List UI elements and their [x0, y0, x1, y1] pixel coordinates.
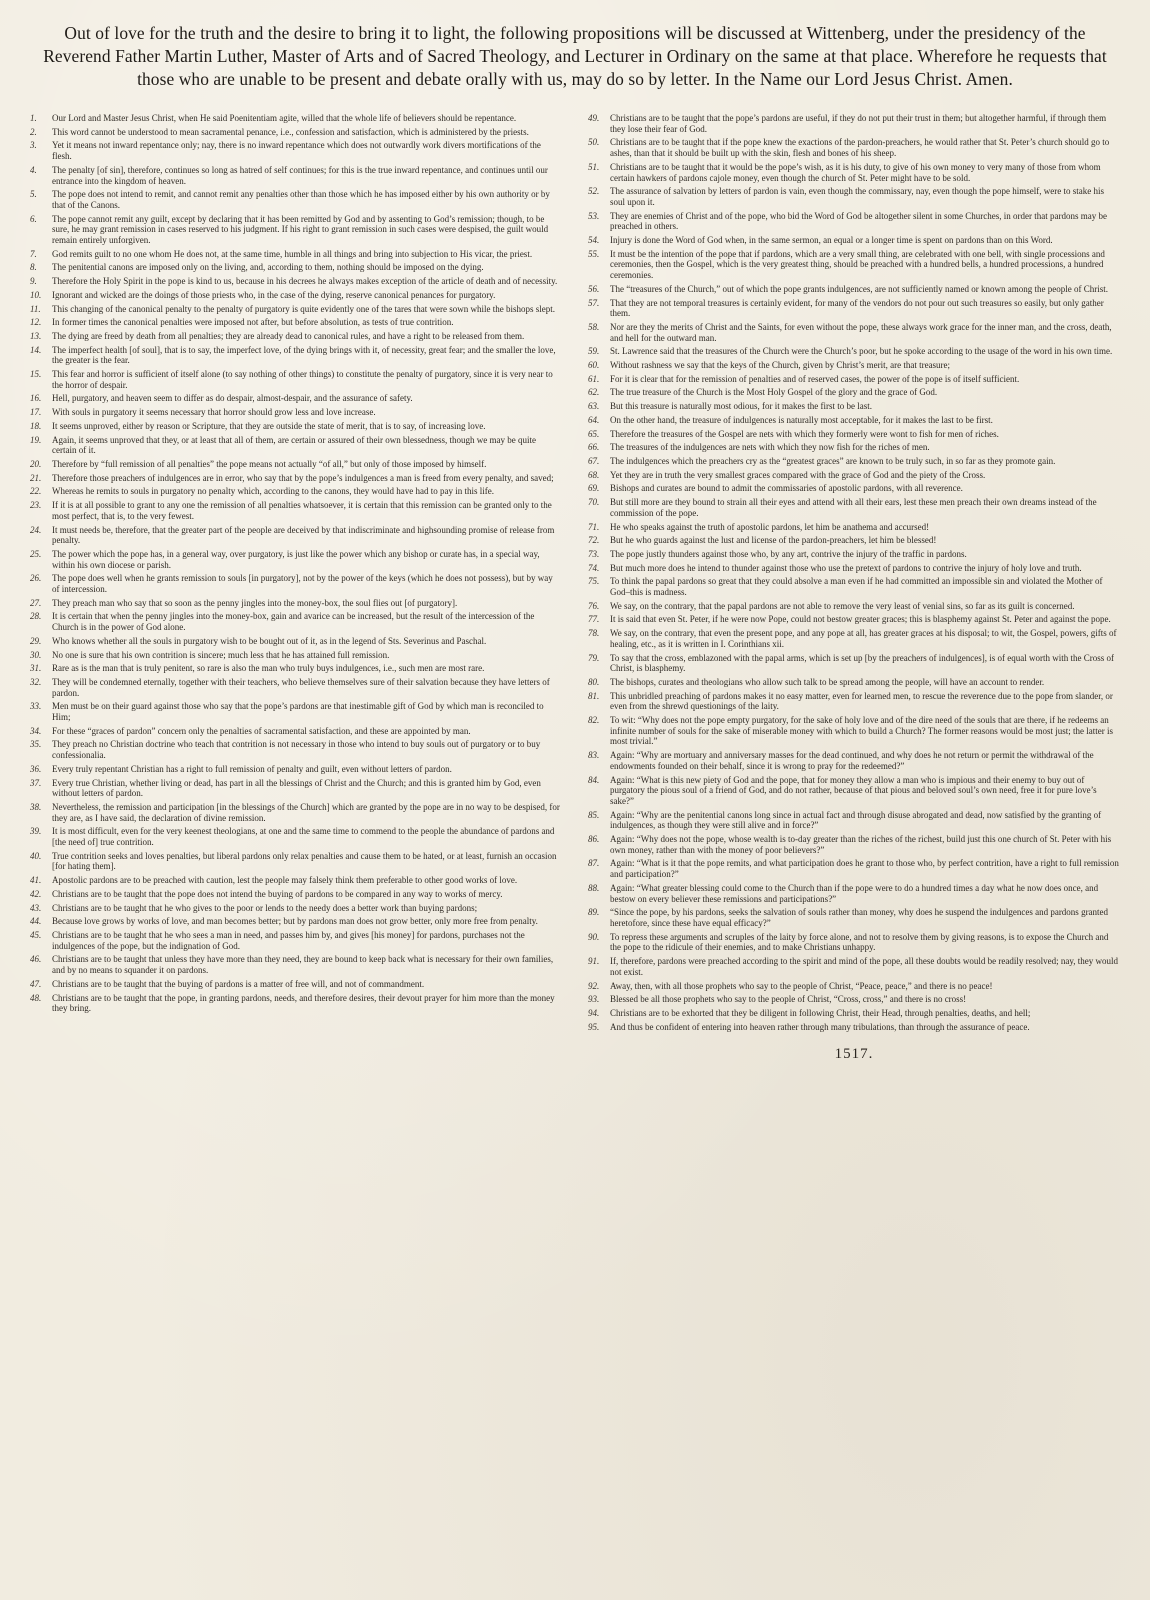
thesis-number: 15. [30, 369, 42, 380]
thesis-text: Therefore the Holy Spirit in the pope is kind to us, because in his decrees he always makes exception of the article of death and of necessity. [52, 276, 558, 287]
thesis-text: God remits guilt to no one whom He does not, at the same time, humble in all things and bring into subjection to His vicar, the priest. [52, 248, 533, 259]
thesis-number: 74. [588, 562, 600, 573]
thesis-text: Because love grows by works of love, and man becomes better; but by pardons man does not grow better, only more free from penalty. [52, 916, 538, 927]
thesis-number: 60. [588, 360, 600, 371]
right-column-list [588, 113, 1120, 1032]
thesis-number: 79. [588, 652, 600, 663]
thesis-text: That they are not temporal treasures is certainly evident, for many of the vendors do not pour out such treasures so easily, but only gather them. [610, 297, 1104, 319]
thesis-item [30, 140, 562, 161]
thesis-number: 46. [30, 954, 42, 965]
thesis-item [588, 483, 1120, 494]
thesis-number: 62. [588, 387, 600, 398]
thesis-number: 47. [30, 978, 42, 989]
thesis-item [588, 298, 1120, 319]
thesis-number: 21. [30, 472, 42, 483]
thesis-text: Apostolic pardons are to be preached with caution, lest the people may falsely think them preferable to other good works of love. [52, 875, 518, 886]
thesis-item [588, 415, 1120, 426]
thesis-text: The penitential canons are imposed only on the living, and, according to them, nothing should be imposed on the dying. [52, 262, 484, 273]
thesis-item [30, 993, 562, 1014]
thesis-item [588, 715, 1120, 747]
thesis-number: 66. [588, 442, 600, 453]
thesis-text: Ignorant and wicked are the doings of those priests who, in the case of the dying, reserve canonical penances for purgatory. [52, 289, 496, 300]
thesis-item [30, 290, 562, 301]
thesis-text: The imperfect health [of soul], that is to say, the imperfect love, of the dying brings with it, of necessity, great fear; and the smaller the love, the greater is the fear. [52, 344, 556, 366]
thesis-item [30, 611, 562, 632]
thesis-item [588, 442, 1120, 453]
thesis-text: Christians are to be exhorted that they be diligent in following Christ, their Head, through penalties, deaths, and hell; [610, 1007, 1031, 1018]
thesis-text: The penalty [of sin], therefore, continues so long as hatred of self continues; for this is the true inward repentance, and continues until our entrance into the kingdom of heaven. [52, 164, 548, 186]
thesis-number: 16. [30, 393, 42, 404]
thesis-number: 95. [588, 1021, 600, 1032]
thesis-number: 11. [30, 303, 41, 314]
thesis-item [30, 916, 562, 927]
thesis-text: For it is clear that for the remission of penalties and of reserved cases, the power of the pope is of itself sufficient. [610, 373, 1020, 384]
thesis-text: Again, it seems unproved that they, or at least that all of them, are certain or assured of their own blessedness, though we may be quite certain of it. [52, 434, 537, 456]
thesis-number: 39. [30, 826, 42, 837]
thesis-text: St. Lawrence said that the treasures of the Church were the Church’s poor, but he spoke according to the usage of the word in his own time. [610, 346, 1113, 357]
thesis-number: 4. [30, 164, 37, 175]
thesis-number: 53. [588, 210, 600, 221]
preamble: Out of love for the truth and the desire to bring it to light, the following propositions will be discussed at Wittenberg, under the presidency of the Reverend Father Martin Luther, Master of Arts and of Sacred Theology, and Lecturer in Ordinary on the same at that place. Wherefore he requests that those who are unable to be present and debate orally with us, may do so by letter. In the Name our Lord Jesus Christ. Amen. [43, 23, 1107, 89]
thesis-item [588, 576, 1120, 597]
thesis-number: 29. [30, 635, 42, 646]
thesis-text: Whereas he remits to souls in purgatory no penalty which, according to the canons, they would have had to pay in this life. [52, 486, 494, 497]
thesis-number: 9. [30, 276, 37, 287]
thesis-item [30, 345, 562, 366]
thesis-text: He who speaks against the truth of apostolic pardons, let him be anathema and accursed! [610, 521, 930, 532]
thesis-number: 14. [30, 344, 42, 355]
thesis-text: But he who guards against the lust and license of the pardon-preachers, let him be blessed! [610, 535, 937, 546]
thesis-number: 30. [30, 649, 42, 660]
thesis-text: Christians are to be taught that the buying of pardons is a matter of free will, and not of commandment. [52, 978, 425, 989]
thesis-text: Christians are to be taught that the pope, in granting pardons, needs, and therefore desires, their devout prayer for him more than the money they bring. [52, 992, 555, 1014]
thesis-item [30, 875, 562, 886]
thesis-text: Again: “What is this new piety of God and the pope, that for money they allow a man who is impious and their enemy to buy out of purgatory the pious soul of a friend of God, and do not rather, because of that pious and beloved soul’s own need, free it for pure love’s sake?” [610, 774, 1097, 806]
thesis-item [588, 497, 1120, 518]
thesis-number: 82. [588, 715, 600, 726]
thesis-number: 87. [588, 858, 600, 869]
year: 1517. [834, 1046, 874, 1063]
thesis-number: 75. [588, 576, 600, 587]
thesis-item [30, 701, 562, 722]
thesis-item [588, 284, 1120, 295]
thesis-item [30, 331, 562, 342]
thesis-text: Christians are to be taught that the pope does not intend the buying of pardons to be compared in any way to works of mercy. [52, 888, 503, 899]
thesis-text: It must be the intention of the pope that if pardons, which are a very small thing, are celebrated with one bell, with single processions and ceremonies, then the Gospel, which is the very greatest thing, should be preached with a hundred bells, a hundred processions, a hundred ceremonies. [610, 248, 1105, 281]
thesis-item [588, 113, 1120, 134]
thesis-number: 26. [30, 573, 42, 584]
thesis-number: 1. [30, 113, 37, 123]
thesis-number: 63. [588, 401, 600, 412]
thesis-text: With souls in purgatory it seems necessary that horror should grow less and love increase. [52, 407, 376, 418]
thesis-text: The treasures of the indulgences are nets with which they now fish for the riches of men. [610, 442, 930, 453]
thesis-text: In former times the canonical penalties were imposed not after, but before absolution, as tests of true contrition. [52, 317, 454, 328]
thesis-item [588, 981, 1120, 992]
thesis-item [588, 162, 1120, 183]
right-column [588, 113, 1120, 1063]
thesis-text: To say that the cross, emblazoned with the papal arms, which is set up [by the preachers of indulgences], is of equal worth with the Cross of Christ, is blasphemy. [610, 652, 1114, 674]
thesis-item [30, 677, 562, 698]
thesis-item [30, 214, 562, 246]
thesis-number: 71. [588, 521, 600, 532]
thesis-item [30, 421, 562, 432]
thesis-item [30, 262, 562, 273]
thesis-item [30, 407, 562, 418]
thesis-number: 20. [30, 458, 42, 469]
thesis-number: 5. [30, 189, 37, 200]
thesis-number: 10. [30, 289, 42, 300]
thesis-item [30, 903, 562, 914]
thesis-item [588, 563, 1120, 574]
thesis-number: 35. [30, 739, 42, 750]
thesis-item [588, 456, 1120, 467]
thesis-item [30, 979, 562, 990]
thesis-text: They preach no Christian doctrine who teach that contrition is not necessary in those who intend to buy souls out of purgatory or to buy confessionalia. [52, 739, 541, 761]
thesis-text: Bishops and curates are bound to admit the commissaries of apostolic pardons, with all reverence. [610, 483, 963, 494]
thesis-number: 13. [30, 330, 42, 341]
thesis-text: Therefore the treasures of the Gospel are nets with which they formerly were wont to fish for men of riches. [610, 428, 999, 439]
thesis-number: 89. [588, 907, 600, 918]
thesis-text: Our Lord and Master Jesus Christ, when He said Poenitentiam agite, willed that the whole life of believers should be repentance. [52, 113, 517, 123]
thesis-text: The power which the pope has, in a general way, over purgatory, is just like the power which any bishop or curate has, in a special way, within his own diocese or parish. [52, 548, 540, 570]
thesis-item [588, 653, 1120, 674]
thesis-item [588, 470, 1120, 481]
thesis-item [30, 889, 562, 900]
thesis-number: 8. [30, 262, 37, 273]
thesis-number: 24. [30, 524, 42, 535]
thesis-item [588, 429, 1120, 440]
thesis-text: No one is sure that his own contrition is sincere; much less that he has attained full remission. [52, 649, 390, 660]
thesis-text: To think the papal pardons so great that they could absolve a man even if he had committed an impossible sin and violated the Mother of God–this is madness. [610, 576, 1103, 598]
thesis-text: True contrition seeks and loves penalties, but liberal pardons only relax penalties and cause them to be hated, or at least, furnish an occasion [for hating them]. [52, 850, 557, 872]
thesis-number: 38. [30, 801, 42, 812]
thesis-item [588, 1022, 1120, 1033]
thesis-number: 12. [30, 317, 42, 328]
thesis-item [30, 573, 562, 594]
thesis-text: Again: “What is it that the pope remits, and what participation does he grant to those who, by perfect contrition, have a right to full remission and participation?” [610, 858, 1119, 880]
thesis-text: This changing of the canonical penalty to the penalty of purgatory is quite evidently one of the tares that were sown while the bishops slept. [52, 303, 555, 314]
thesis-item [588, 614, 1120, 625]
thesis-number: 7. [30, 248, 37, 259]
thesis-text: They are enemies of Christ and of the pope, who bid the Word of God be altogether silent in some Churches, in order that pardons may be preached in others. [610, 210, 1107, 232]
thesis-number: 52. [588, 186, 600, 197]
thesis-item [588, 387, 1120, 398]
thesis-item [30, 304, 562, 315]
thesis-item [30, 435, 562, 456]
thesis-item [30, 165, 562, 186]
thesis-item [588, 186, 1120, 207]
thesis-item [588, 346, 1120, 357]
thesis-item [588, 907, 1120, 928]
thesis-text: Hell, purgatory, and heaven seem to differ as do despair, almost-despair, and the assurance of safety. [52, 393, 413, 404]
thesis-item [588, 235, 1120, 246]
thesis-number: 94. [588, 1007, 600, 1018]
thesis-text: It seems unproved, either by reason or Scripture, that they are outside the state of merit, that is to say, of increasing love. [52, 420, 486, 431]
thesis-number: 22. [30, 486, 42, 497]
thesis-number: 34. [30, 725, 42, 736]
thesis-number: 69. [588, 483, 600, 494]
thesis-text: Christians are to be taught that it would be the pope’s wish, as it is his duty, to give of his own money to very many of those from whom certain hawkers of pardons cajole money, even though the church of St. Peter might have to be sold. [610, 161, 1101, 183]
thesis-number: 67. [588, 455, 600, 466]
thesis-item [588, 535, 1120, 546]
thesis-text: This word cannot be understood to mean sacramental penance, i.e., confession and satisfaction, which is administered by the priests. [52, 126, 529, 137]
thesis-item [30, 113, 562, 124]
thesis-number: 31. [30, 663, 42, 674]
thesis-number: 19. [30, 434, 42, 445]
thesis-number: 23. [30, 500, 42, 511]
thesis-number: 72. [588, 535, 600, 546]
thesis-number: 49. [588, 113, 600, 123]
thesis-item [30, 778, 562, 799]
thesis-item [588, 601, 1120, 612]
thesis-item [30, 369, 562, 390]
thesis-text: For these “graces of pardon” concern only the penalties of sacramental satisfaction, and these are appointed by man. [52, 725, 471, 736]
thesis-item [30, 393, 562, 404]
thesis-number: 68. [588, 469, 600, 480]
thesis-item [588, 932, 1120, 953]
thesis-text: Every true Christian, whether living or dead, has part in all the blessings of Christ and the Church; and this is granted him by God, even without letters of pardon. [52, 777, 541, 799]
thesis-item [588, 677, 1120, 688]
thesis-item [588, 750, 1120, 771]
thesis-text: Injury is done the Word of God when, in the same sermon, an equal or a longer time is spent on pardons than on this Word. [610, 235, 1053, 246]
thesis-text: The assurance of salvation by letters of pardon is vain, even though the commissary, nay, even though the pope himself, were to stake his soul upon it. [610, 186, 1104, 207]
thesis-text: This fear and horror is sufficient of itself alone (to say nothing of other things) to constitute the penalty of purgatory, since it is very near to the horror of despair. [52, 369, 553, 390]
thesis-text: Again: “Why does not the pope, whose wealth is to-day greater than the riches of the richest, build just this one church of St. Peter with his own money, rather than with the money of poor believers?” [610, 834, 1112, 855]
thesis-text: The indulgences which the preachers cry as the “greatest graces” are known to be truly such, in so far as they promote gain. [610, 455, 1056, 466]
thesis-text: Nor are they the merits of Christ and the Saints, for even without the pope, these always work grace for the inner man, and the cross, death, and hell for the outward man. [610, 321, 1112, 343]
thesis-number: 85. [588, 809, 600, 820]
thesis-item [588, 883, 1120, 904]
thesis-text: It is said that even St. Peter, if he were now Pope, could not bestow greater graces; this is blasphemy against St. Peter and against the pope. [610, 614, 1111, 625]
thesis-item [30, 473, 562, 484]
thesis-number: 65. [588, 428, 600, 439]
thesis-text: If it is at all possible to grant to any one the remission of all penalties whatsoever, it is certain that this remission can be granted only to the most perfect, that is, to the very fewest. [52, 500, 552, 521]
thesis-item [588, 775, 1120, 807]
thesis-number: 45. [30, 930, 42, 940]
thesis-text: The pope justly thunders against those who, by any art, contrive the injury of the traffic in pardons. [610, 548, 967, 559]
thesis-number: 2. [30, 126, 37, 137]
thesis-text: They preach man who say that so soon as the penny jingles into the money-box, the soul flies out [of purgatory]. [52, 597, 458, 608]
thesis-item [588, 810, 1120, 831]
thesis-number: 73. [588, 548, 600, 559]
thesis-item [30, 317, 562, 328]
thesis-text: The true treasure of the Church is the Most Holy Gospel of the glory and the grace of God. [610, 387, 938, 398]
thesis-number: 51. [588, 161, 600, 172]
thesis-item [30, 525, 562, 546]
thesis-number: 61. [588, 373, 600, 384]
thesis-text: The pope does well when he grants remission to souls [in purgatory], not by the power of the keys (which he does not possess), but by way of intercession. [52, 573, 553, 595]
thesis-item [30, 764, 562, 775]
thesis-text: Who knows whether all the souls in purgatory wish to be bought out of it, as in the legend of Sts. Severinus and Paschal. [52, 635, 487, 646]
thesis-number: 58. [588, 321, 600, 332]
thesis-item [588, 249, 1120, 281]
thesis-number: 55. [588, 248, 600, 259]
thesis-text: Again: “Why are mortuary and anniversary masses for the dead continued, and why does he not return or permit the withdrawal of the endowments founded on their behalf, since it is wrong to pray for the redeemed?” [610, 750, 1094, 771]
thesis-number: 25. [30, 548, 42, 559]
thesis-item [588, 522, 1120, 533]
thesis-number: 43. [30, 902, 42, 913]
thesis-number: 70. [588, 497, 600, 508]
thesis-text: Christians are to be taught that the pope’s pardons are useful, if they do not put their trust in them; but altogether harmful, if through them they lose their fear of God. [610, 113, 1107, 134]
thesis-text: Yet it means not inward repentance only; nay, there is no inward repentance which does not outwardly work divers mortifications of the flesh. [52, 140, 541, 162]
thesis-text: Men must be on their guard against those who say that the pope’s pardons are that inestimable gift of God by which man is reconciled to Him; [52, 701, 544, 723]
thesis-number: 83. [588, 750, 600, 761]
thesis-number: 93. [588, 994, 600, 1005]
thesis-text: It is most difficult, even for the very keenest theologians, at one and the same time to commend to the people the abundance of pardons and [the need of] true contrition. [52, 826, 555, 848]
thesis-text: Christians are to be taught that he who sees a man in need, and passes him by, and gives [his money] for pardons, purchases not the indulgences of the pope, but the indignation of God. [52, 930, 525, 951]
thesis-number: 54. [588, 235, 600, 246]
thesis-text: On the other hand, the treasure of indulgences is naturally most acceptable, for it makes the last to be first. [610, 414, 993, 425]
thesis-text: Every truly repentant Christian has a right to full remission of penalty and guilt, even without letters of pardon. [52, 763, 452, 774]
thesis-text: The pope cannot remit any guilt, except by declaring that it has been remitted by God and by assenting to God’s remission; though, to be sure, he may grant remission in cases reserved to his judgment. If his right to grant remission in such cases were despised, the guilt would remain entirely unforgiven. [52, 213, 549, 246]
thesis-text: The bishops, curates and theologians who allow such talk to be spread among the people, will have an account to render. [610, 676, 1045, 687]
thesis-text: To wit: “Why does not the pope empty purgatory, for the sake of holy love and of the dire need of the souls that are there, if he redeems an infinite number of souls for the sake of miserable money with which to build a Church? The former reasons would be most just; the latter is most trivial.” [610, 715, 1113, 747]
thesis-number: 48. [30, 992, 42, 1003]
thesis-number: 64. [588, 414, 600, 425]
thesis-item [588, 834, 1120, 855]
thesis-item [30, 459, 562, 470]
thesis-text: Again: “Why are the penitential canons long since in actual fact and through disuse abrogated and dead, now satisfied by the granting of indulgences, as though they were still alive and in force?” [610, 809, 1102, 831]
thesis-text: We say, on the contrary, that the papal pardons are not able to remove the very least of venial sins, so far as its guilt is concerned. [610, 600, 1075, 611]
thesis-item [30, 954, 562, 975]
thesis-number: 27. [30, 597, 42, 608]
thesis-item [30, 739, 562, 760]
thesis-text: The “treasures of the Church,” out of which the pope grants indulgences, are not sufficiently named or known among the people of Christ. [610, 283, 1108, 294]
thesis-number: 36. [30, 763, 42, 774]
thesis-number: 41. [30, 875, 42, 886]
thesis-item [588, 211, 1120, 232]
thesis-item [588, 628, 1120, 649]
thesis-number: 91. [588, 956, 600, 967]
thesis-text: Rare as is the man that is truly penitent, so rare is also the man who truly buys indulgences, i.e., such men are most rare. [52, 663, 485, 674]
thesis-number: 28. [30, 611, 42, 622]
thesis-item [30, 598, 562, 609]
thesis-text: It is certain that when the penny jingles into the money-box, gain and avarice can be increased, but the result of the intercession of the Church is in the power of God alone. [52, 611, 535, 633]
thesis-text: It must needs be, therefore, that the greater part of the people are deceived by that indiscriminate and highsounding promise of release from penalty. [52, 524, 555, 546]
thesis-text: This unbridled preaching of pardons makes it no easy matter, even for learned men, to rescue the reverence due to the pope from slander, or even from the shrewd questionings of the laity. [610, 690, 1113, 712]
thesis-text: They will be condemned eternally, together with their teachers, who believe themselves sure of their salvation because they have letters of pardon. [52, 676, 550, 698]
thesis-text: Without rashness we say that the keys of the Church, given by Christ’s merit, are that treasure; [610, 360, 951, 371]
thesis-number: 84. [588, 774, 600, 785]
thesis-item [30, 802, 562, 823]
left-column [30, 113, 562, 1063]
thesis-number: 33. [30, 701, 42, 712]
thesis-text: But this treasure is naturally most odious, for it makes the first to be last. [610, 401, 872, 412]
thesis-item [30, 650, 562, 661]
thesis-item [588, 549, 1120, 560]
thesis-number: 6. [30, 213, 37, 224]
thesis-text: Blessed be all those prophets who say to the people of Christ, “Cross, cross,” and there is no cross! [610, 994, 967, 1005]
thesis-number: 76. [588, 600, 600, 611]
thesis-number: 40. [30, 850, 42, 861]
thesis-item [588, 322, 1120, 343]
thesis-item [30, 826, 562, 847]
thesis-text: Christians are to be taught that unless they have more than they need, they are bound to keep back what is necessary for their own families, and by no means to squander it on pardons. [52, 954, 554, 976]
thesis-text: Christians are to be taught that if the pope knew the exactions of the pardon-preachers, he would rather that St. Peter’s church should go to ashes, than that it should be built up with the skin, flesh and bones of his sheep. [610, 137, 1110, 159]
thesis-item [30, 500, 562, 521]
thesis-item [30, 549, 562, 570]
thesis-text: We say, on the contrary, that even the present pope, and any pope at all, has greater graces at his disposal; to wit, the Gospel, powers, gifts of healing, etc., as it is written in I. Corinthians xii. [610, 628, 1117, 649]
thesis-text: Away, then, with all those prophets who say to the people of Christ, “Peace, peace,” and there is no peace! [610, 980, 993, 991]
thesis-item [588, 994, 1120, 1005]
thesis-text: If, therefore, pardons were preached according to the spirit and mind of the pope, all these doubts would be readily resolved; nay, they would not exist. [610, 956, 1119, 977]
thesis-number: 59. [588, 346, 600, 357]
thesis-item [588, 691, 1120, 712]
thesis-item [30, 486, 562, 497]
thesis-number: 44. [30, 916, 42, 927]
thesis-item [588, 401, 1120, 412]
thesis-item [588, 360, 1120, 371]
thesis-number: 50. [588, 137, 600, 148]
thesis-number: 92. [588, 980, 600, 991]
thesis-text: The pope does not intend to remit, and cannot remit any penalties other than those which he has imposed either by his own authority or by that of the Canons. [52, 189, 550, 210]
thesis-text: Christians are to be taught that he who gives to the poor or lends to the needy does a better work than buying pardons; [52, 902, 478, 913]
thesis-item [30, 726, 562, 737]
thesis-item [30, 663, 562, 674]
thesis-text: Nevertheless, the remission and participation [in the blessings of the Church] which are granted by the pope are in no way to be despised, for they are, as I have said, the declaration of divine remission. [52, 801, 560, 823]
thesis-item [30, 127, 562, 138]
thesis-text: But still more are they bound to strain all their eyes and attend with all their ears, lest these men preach their own dreams instead of the commission of the pope. [610, 497, 1097, 518]
thesis-item [588, 374, 1120, 385]
thesis-item [30, 276, 562, 287]
thesis-item [30, 851, 562, 872]
thesis-number: 18. [30, 420, 42, 431]
thesis-text: Again: “What greater blessing could come to the Church than if the pope were to do a hundred times a day what he now does once, and bestow on every believer these remissions and participations?” [610, 882, 1099, 904]
thesis-number: 56. [588, 283, 600, 294]
thesis-item [588, 137, 1120, 158]
thesis-item [30, 249, 562, 260]
thesis-item [588, 858, 1120, 879]
thesis-item [30, 636, 562, 647]
thesis-text: Therefore by “full remission of all penalties” the pope means not actually “of all,” but only of those imposed by himself. [52, 458, 487, 469]
thesis-text: To repress these arguments and scruples of the laity by force alone, and not to resolve them by giving reasons, is to expose the Church and the pope to the ridicule of their enemies, and to make Christians unhappy. [610, 931, 1109, 953]
thesis-text: But much more does he intend to thunder against those who use the pretext of pardons to contrive the injury of holy love and truth. [610, 562, 1082, 573]
theses-columns [30, 113, 1120, 1063]
thesis-text: Therefore those preachers of indulgences are in error, who say that by the pope’s indulgences a man is freed from every penalty, and saved; [52, 472, 554, 483]
thesis-number: 17. [30, 407, 42, 418]
thesis-number: 80. [588, 676, 600, 687]
thesis-number: 37. [30, 777, 42, 788]
thesis-number: 42. [30, 888, 42, 899]
thesis-number: 3. [30, 140, 37, 151]
thesis-text: And thus be confident of entering into heaven rather through many tribulations, than through the assurance of peace. [610, 1021, 1030, 1032]
thesis-number: 86. [588, 834, 600, 845]
thesis-number: 81. [588, 690, 600, 701]
thesis-number: 32. [30, 676, 42, 687]
thesis-item [30, 189, 562, 210]
thesis-text: Yet they are in truth the very smallest graces compared with the grace of God and the piety of the Cross. [610, 469, 986, 480]
thesis-number: 57. [588, 297, 600, 308]
thesis-text: “Since the pope, by his pardons, seeks the salvation of souls rather than money, why does he suspend the indulgences and pardons granted heretofore, since these have equal efficacy?” [610, 907, 1109, 928]
thesis-item [588, 1008, 1120, 1019]
thesis-text: The dying are freed by death from all penalties; they are already dead to canonical rules, and have a right to be released from them. [52, 330, 525, 341]
thesis-number: 88. [588, 882, 600, 893]
thesis-item [588, 956, 1120, 977]
thesis-item [30, 930, 562, 951]
thesis-number: 90. [588, 931, 600, 942]
thesis-number: 78. [588, 628, 600, 639]
thesis-number: 77. [588, 614, 600, 625]
